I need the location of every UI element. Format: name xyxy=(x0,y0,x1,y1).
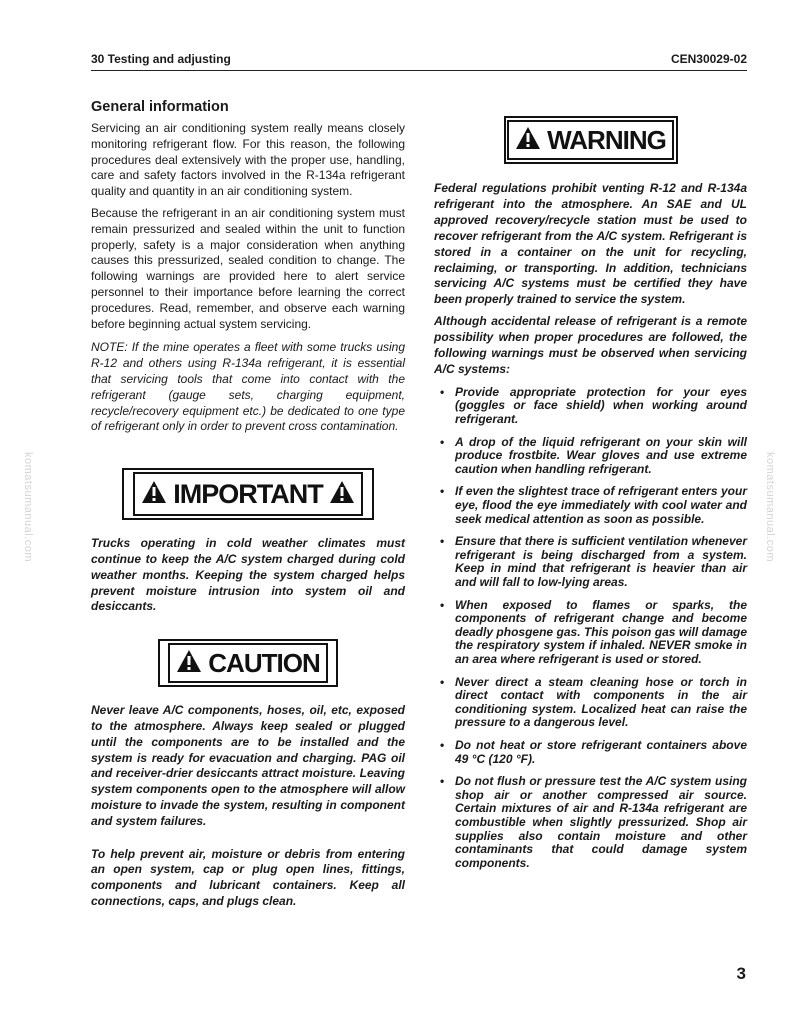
list-item: • When exposed to flames or sparks, the components of refrigerant change and become deadly phosgene gas. This poison gas will damage the respiratory system if inhaled. NEVER smoke in an area where refrigerant is used or stored. xyxy=(440,597,747,666)
section-title: 30 Testing and adjusting xyxy=(91,52,231,66)
list-item: • Ensure that there is sufficient ventilation whenever refrigerant is being discharged from a system. Keep in mind that refrigerant is heavier than air and will fall to low-lying areas. xyxy=(440,534,747,589)
caution-text: Never leave A/C components, hoses, oil, etc, exposed to the atmosphere. Always keep sealed or plugged until the components are to be installed and the system is ready for evacuation and charging. PAG oil and receiver-drier desiccants attract moisture. Leaving system components open to the atmosphere will allow moisture to invade the system, resulting in component and system failures. xyxy=(91,703,405,828)
warning-sign xyxy=(504,116,678,164)
watermark-left: komatsumanual.com xyxy=(22,452,34,562)
watermark-right: komatsumanual.com xyxy=(764,452,776,562)
bullet-icon: • xyxy=(440,434,445,449)
page-number: 3 xyxy=(736,964,746,983)
bullet-icon: • xyxy=(440,674,445,689)
list-item: • If even the slightest trace of refrigerant enters your eye, flood the eye immediately with cool water and seek medical attention as soon as possible. xyxy=(440,484,747,526)
left-column xyxy=(91,98,405,910)
list-item: • A drop of the liquid refrigerant on your skin will produce frostbite. Wear gloves and use extreme caution when handling refrigerant. xyxy=(440,434,747,476)
page-header xyxy=(91,52,747,71)
accidental-release-paragraph: Although accidental release of refrigerant is a remote possibility when proper procedures are followed, the following warnings must be observed when servicing A/C systems: xyxy=(434,314,747,376)
list-item: • Do not heat or store refrigerant containers above 49 °C (120 °F). xyxy=(440,737,747,766)
caution-text-secondary: To help prevent air, moisture or debris from entering an open system, cap or plug open lines, fittings, components and lubricant containers. Keep all connections, caps, and plugs clean. xyxy=(91,846,405,908)
bullet-icon: • xyxy=(440,774,445,789)
bullet-icon: • xyxy=(440,484,445,499)
warning-triangle-icon xyxy=(176,649,202,678)
important-text: Trucks operating in cold weather climates must continue to keep the A/C system charged during cold weather months. Keeping the system charged helps prevent moisture intrusion into system oil and desiccants. xyxy=(91,536,405,614)
pressurized-paragraph: Because the refrigerant in an air conditioning system must remain pressurized and sealed within the unit to function properly, safety is a major consideration when anything causes this pressurized, sealed condition to change. The following warnings are provided here to alert service personnel to their importance before learning the correct procedures. Read, remember, and observe each warning before beginning actual system servicing. xyxy=(91,205,405,331)
note-paragraph: NOTE: If the mine operates a fleet with some trucks using R-12 and others using R-134a refrigerant, it is essential that servicing tools that come into contact with the refrigerant (gauge sets, charging equipment, recycle/recovery equipment etc.) be dedicated to one type of refrigerant only in order to prevent cross contamination. xyxy=(91,340,405,434)
list-item: • Provide appropriate protection for your eyes (goggles or face shield) when working around refrigerant. xyxy=(440,384,747,427)
bullet-icon: • xyxy=(440,534,445,549)
right-column xyxy=(434,98,747,879)
general-information-heading: General information xyxy=(91,99,229,115)
caution-label: CAUTION xyxy=(208,647,320,678)
safety-warnings-list xyxy=(434,386,747,870)
important-sign xyxy=(122,468,374,520)
bullet-icon: • xyxy=(440,597,445,612)
warning-triangle-icon xyxy=(141,480,167,509)
list-item: • Never direct a steam cleaning hose or torch in direct contact with components in the air conditioning system. Localized heat can raise the pressure to a dangerous level. xyxy=(440,674,747,730)
warning-label: WARNING xyxy=(547,124,666,155)
document-code: CEN30029-02 xyxy=(670,52,747,66)
important-label: IMPORTANT xyxy=(173,478,323,509)
bullet-icon: • xyxy=(440,384,445,399)
warning-triangle-icon xyxy=(329,480,355,509)
federal-regulations-paragraph: Federal regulations prohibit venting R-12 and R-134a refrigerant into the atmosphere. An SAE and UL approved recovery/recycle station must be used to recover refrigerant from the A/C system. Refrigerant is stored in a container on the unit for recycling, reclaiming, or transporting. In addition, technicians servicing A/C systems must be certified they have been properly trained to service the system. xyxy=(434,181,747,307)
list-item: • Do not flush or pressure test the A/C system using shop air or another compressed air source. Certain mixtures of air and R-134a refrigerant are combustible when slightly pressurized. Shop air supplies also contain moisture and other contaminants that could damage system components. xyxy=(440,774,747,870)
warning-triangle-icon xyxy=(515,126,541,155)
bullet-icon: • xyxy=(440,737,445,752)
intro-paragraph: Servicing an air conditioning system really means closely monitoring refrigerant flow. For this reason, the following procedures deal extensively with the proper use, handling, care and safety factors involved in the R-134a refrigerant quality and quantity in an air conditioning system. xyxy=(91,121,405,199)
caution-sign xyxy=(158,639,338,687)
